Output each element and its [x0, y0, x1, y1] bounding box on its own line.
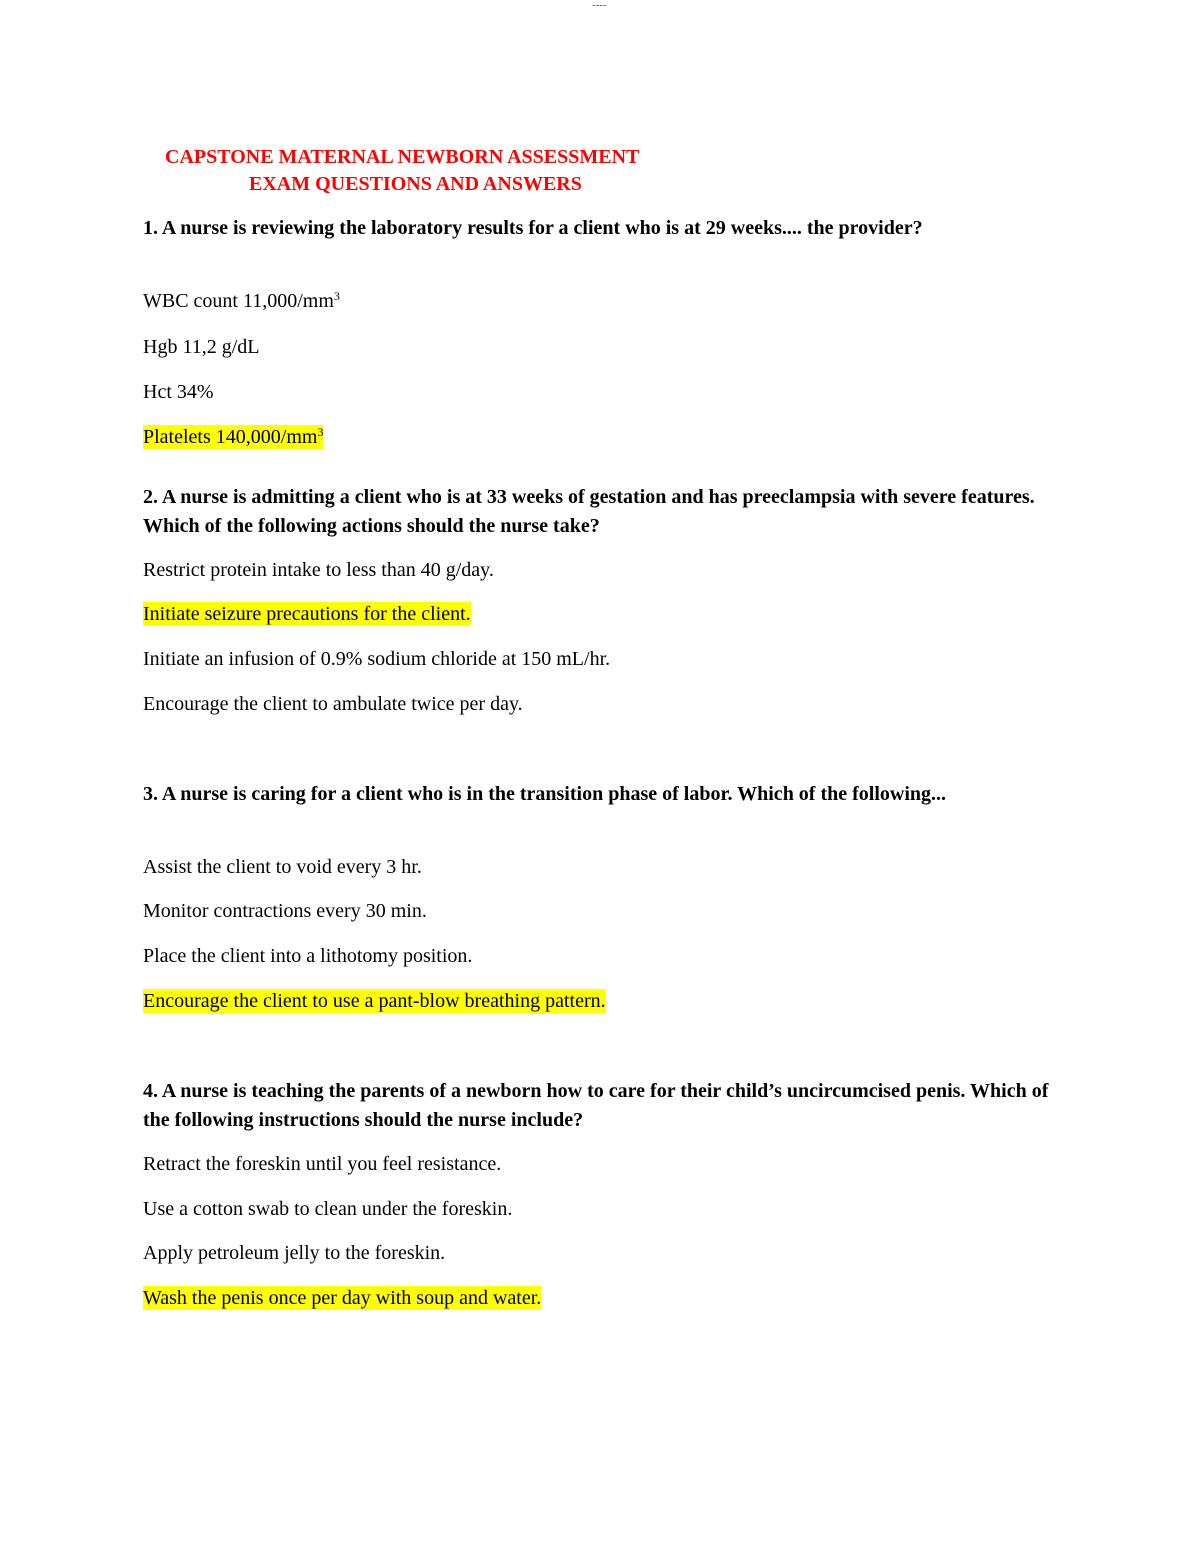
title-line-2: EXAM QUESTIONS AND ANSWERS [249, 173, 582, 195]
option-1b: Hgb 11,2 g/dL [143, 336, 260, 358]
option-1a: WBC count $11,000/mm^3$ [143, 289, 340, 312]
option-4d-correct: Wash the penis once per day with soup and water. [143, 1287, 542, 1309]
option-2a: Restrict protein intake to less than 40 g/day. [143, 559, 494, 581]
option-2c: Initiate an infusion of 0.9% sodium chloride at 150 mL/hr. [143, 648, 611, 670]
option-1d-correct: Platelets $140,000/mm^3$ [143, 425, 324, 448]
option-3a: Assist the client to void every 3 hr. [143, 856, 422, 878]
option-4c: Apply petroleum jelly to the foreskin. [143, 1242, 446, 1264]
question-1: 1. A nurse is reviewing the laboratory results for a client who is at 29 weeks.... the provider? [143, 217, 923, 239]
document-title [165, 144, 639, 198]
title-line-1: CAPSTONE MATERNAL NEWBORN ASSESSMENT [165, 146, 640, 168]
question-2: 2. A nurse is admitting a client who is at 33 weeks of gestation and has preeclampsia with severe features. Which of the following actions should the nurse take? [143, 486, 1035, 537]
option-3b: Monitor contractions every 30 min. [143, 900, 427, 922]
option-4b: Use a cotton swab to clean under the foreskin. [143, 1198, 513, 1220]
option-4a: Retract the foreskin until you feel resistance. [143, 1153, 502, 1175]
header-mark: ---- [592, 0, 607, 11]
option-3c: Place the client into a lithotomy position. [143, 945, 473, 967]
option-2b-correct: Initiate seizure precautions for the client. [143, 603, 471, 625]
option-1c: Hct 34% [143, 381, 214, 403]
question-3: 3. A nurse is caring for a client who is in the transition phase of labor. Which of the following... [143, 783, 947, 805]
option-2d: Encourage the client to ambulate twice per day. [143, 693, 523, 715]
question-4: 4. A nurse is teaching the parents of a newborn how to care for their child’s uncircumcised penis. Which of the following instructions should the nurse include? [143, 1080, 1049, 1131]
option-3d-correct: Encourage the client to use a pant-blow breathing pattern. [143, 990, 606, 1012]
